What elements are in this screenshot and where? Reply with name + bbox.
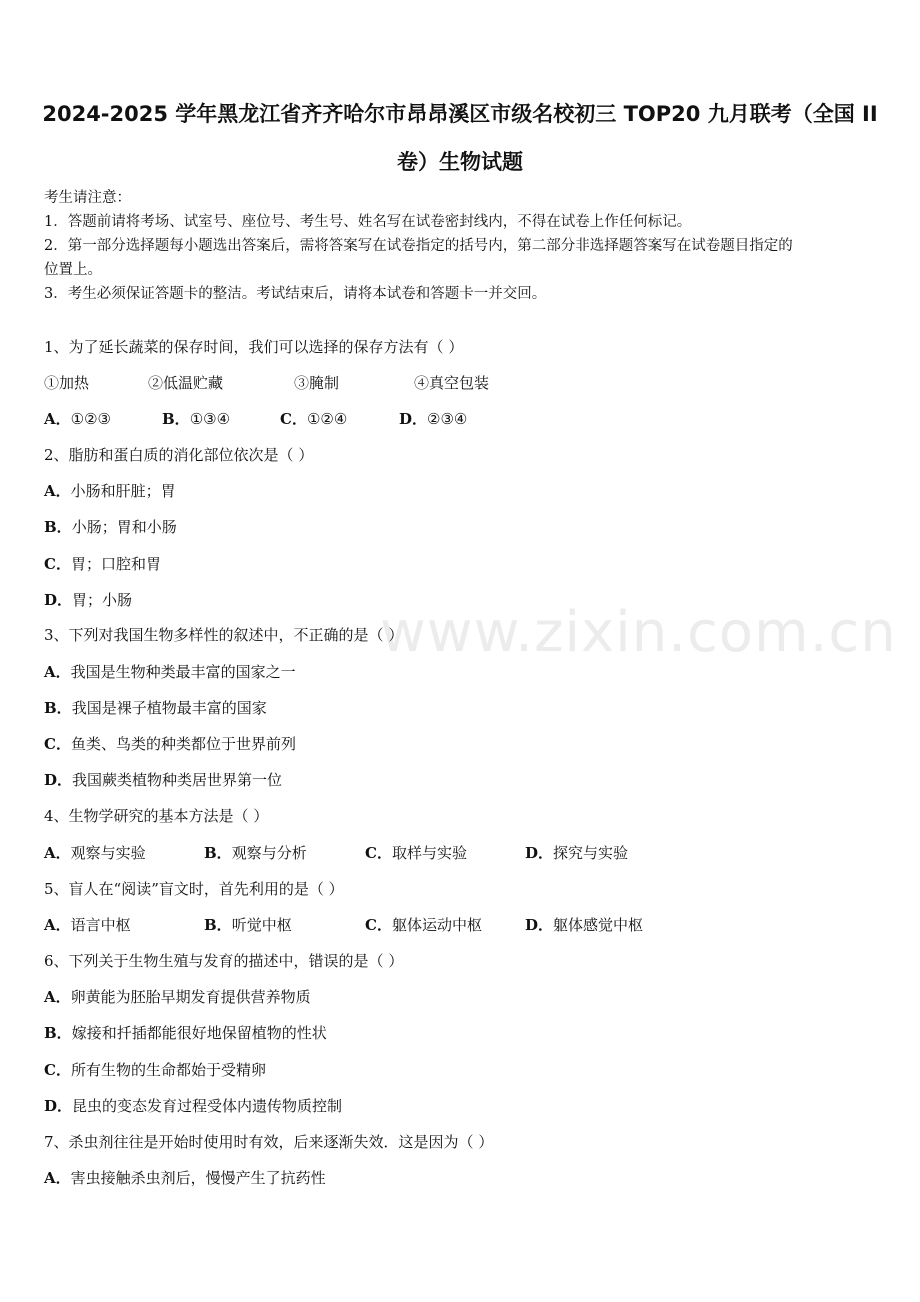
question-7-stem: 7、杀虫剂往往是开始时使用时有效，后来逐渐失效．这是因为（ ） — [44, 1133, 494, 1151]
option-a[interactable]: A．①②③ — [44, 410, 111, 428]
question-3-option-a[interactable]: A．我国是生物种类最丰富的国家之一 — [44, 663, 296, 681]
question-3-option-b[interactable]: B．我国是裸子植物最丰富的国家 — [44, 699, 267, 717]
question-6-option-a[interactable]: A．卵黄能为胚胎早期发育提供营养物质 — [44, 988, 311, 1006]
option-c[interactable]: C．①②④ — [280, 410, 348, 428]
option-d[interactable]: D．探究与实验 — [525, 844, 629, 862]
notice-item-1: 1．答题前请将考场、试室号、座位号、考生号、姓名写在试卷密封线内，不得在试卷上作任何标记。 — [44, 214, 692, 230]
notice-item-3: 3．考生必须保证答题卡的整洁。考试结束后，请将本试卷和答题卡一并交回。 — [44, 286, 547, 302]
notice-item-2-continued: 位置上。 — [44, 262, 102, 278]
question-2-option-b[interactable]: B．小肠；胃和小肠 — [44, 518, 177, 536]
question-6-option-d[interactable]: D．昆虫的变态发育过程受体内遗传物质控制 — [44, 1097, 343, 1115]
watermark: www.zixin.com.cn — [380, 600, 897, 665]
option-b[interactable]: B．①③④ — [162, 410, 231, 428]
question-2-option-d[interactable]: D．胃；小肠 — [44, 591, 133, 609]
question-3-stem: 3、下列对我国生物多样性的叙述中，不正确的是（ ） — [44, 626, 404, 644]
option-c[interactable]: C．取样与实验 — [365, 844, 467, 862]
question-6-option-c[interactable]: C．所有生物的生命都始于受精卵 — [44, 1061, 266, 1079]
question-7-option-a[interactable]: A．害虫接触杀虫剂后，慢慢产生了抗药性 — [44, 1169, 326, 1187]
notice-item-2: 2．第一部分选择题每小题选出答案后，需将答案写在试卷指定的括号内，第二部分非选择题答案写在试卷题目指定的 — [44, 238, 793, 254]
option-b[interactable]: B．观察与分析 — [204, 844, 307, 862]
option-a[interactable]: A．语言中枢 — [44, 916, 131, 934]
option-c[interactable]: C．躯体运动中枢 — [365, 916, 482, 934]
question-1-stem: 1、为了延长蔬菜的保存时间，我们可以选择的保存方法有（ ） — [44, 338, 464, 356]
exam-notice — [44, 186, 884, 306]
method-1: ①加热 — [44, 374, 90, 392]
option-d[interactable]: D．②③④ — [399, 410, 468, 428]
question-5-stem: 5、盲人在“阅读”盲文时，首先利用的是（ ） — [44, 880, 344, 898]
notice-heading: 考生请注意： — [44, 190, 131, 206]
exam-title-line1: 2024-2025 学年黑龙江省齐齐哈尔市昂昂溪区市级名校初三 TOP20 九月联考（全国 II — [42, 102, 878, 126]
option-a[interactable]: A．观察与实验 — [44, 844, 146, 862]
question-4-stem: 4、生物学研究的基本方法是（ ） — [44, 807, 269, 825]
question-6-option-b[interactable]: B．嫁接和扦插都能很好地保留植物的性状 — [44, 1024, 327, 1042]
question-2-option-a[interactable]: A．小肠和肝脏；胃 — [44, 482, 176, 500]
method-2: ②低温贮藏 — [148, 374, 224, 392]
method-4: ④真空包装 — [414, 374, 490, 392]
question-2-option-c[interactable]: C．胃；口腔和胃 — [44, 555, 161, 573]
exam-title-line2: 卷）生物试题 — [397, 150, 523, 174]
option-d[interactable]: D．躯体感觉中枢 — [525, 916, 644, 934]
question-2-stem: 2、脂肪和蛋白质的消化部位依次是（ ） — [44, 446, 314, 464]
question-6-stem: 6、下列关于生物生殖与发育的描述中，错误的是（ ） — [44, 952, 404, 970]
question-3-option-d[interactable]: D．我国蕨类植物种类居世界第一位 — [44, 771, 283, 789]
question-3-option-c[interactable]: C．鱼类、鸟类的种类都位于世界前列 — [44, 735, 296, 753]
method-3: ③腌制 — [294, 374, 340, 392]
option-b[interactable]: B．听觉中枢 — [204, 916, 292, 934]
